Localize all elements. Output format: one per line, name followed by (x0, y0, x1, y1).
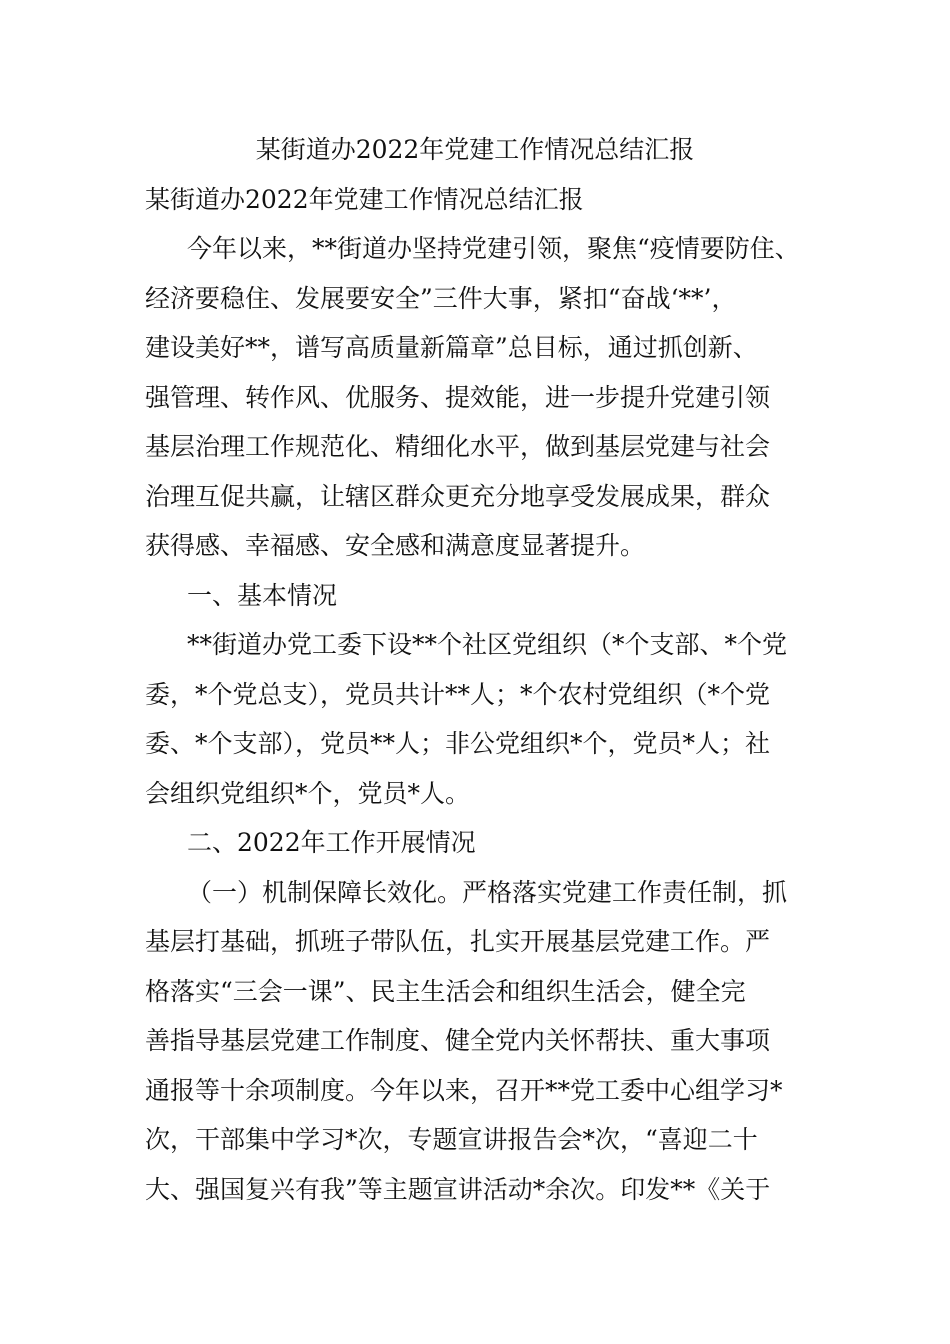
text-line: 会组织党组织*个，党员*人。 (145, 778, 471, 808)
text-line: 基层打基础，抓班子带队伍，扎实开展基层党建工作。严 (145, 927, 771, 956)
text-line: 委、*个支部），党员**人；非公党组织*个，党员*人；社 (145, 729, 771, 758)
text-line: 大、强国复兴有我”等主题宣讲活动*余次。印发**《关于 (145, 1174, 771, 1204)
document-subtitle: 某街道办2022年党建工作情况总结汇报 (145, 185, 584, 214)
text-line: 建设美好**，谱写高质量新篇章”总目标，通过抓创新、 (145, 333, 758, 362)
text-line: 善指导基层党建工作制度、健全党内关怀帮扶、重大事项 (145, 1026, 771, 1055)
document-body (145, 229, 815, 1219)
text-line: （一）机制保障长效化。严格落实党建工作责任制，抓 (187, 877, 788, 907)
text-line: 二、2022年工作开展情况 (187, 828, 476, 857)
text-line: 次，干部集中学习*次，专题宣讲报告会*次，“喜迎二十 (145, 1125, 758, 1154)
text-line: 经济要稳住、发展要安全”三件大事，紧扣“奋战‘**’， (145, 283, 737, 313)
text-line: 通报等十余项制度。今年以来，召开**党工委中心组学习* (145, 1075, 783, 1105)
text-line: 治理互促共赢，让辖区群众更充分地享受发展成果，群众 (145, 481, 771, 511)
text-line: 今年以来，**街道办坚持党建引领，聚焦“疫情要防住、 (187, 234, 800, 263)
text-line: 基层治理工作规范化、精细化水平，做到基层党建与社会 (145, 432, 771, 461)
text-line: **街道办党工委下设**个社区党组织（*个支部、*个党 (187, 630, 788, 659)
text-line: 格落实“三会一课”、民主生活会和组织生活会，健全完 (145, 976, 746, 1006)
document-title: 某街道办2022年党建工作情况总结汇报 (255, 135, 695, 164)
text-line: 强管理、转作风、优服务、提效能，进一步提升党建引领 (145, 382, 771, 412)
text-line: 一、基本情况 (187, 580, 338, 610)
text-line: 获得感、幸福感、安全感和满意度显著提升。 (145, 531, 646, 560)
text-line: 委，*个党总支），党员共计**人；*个农村党组织（*个党 (145, 679, 771, 709)
